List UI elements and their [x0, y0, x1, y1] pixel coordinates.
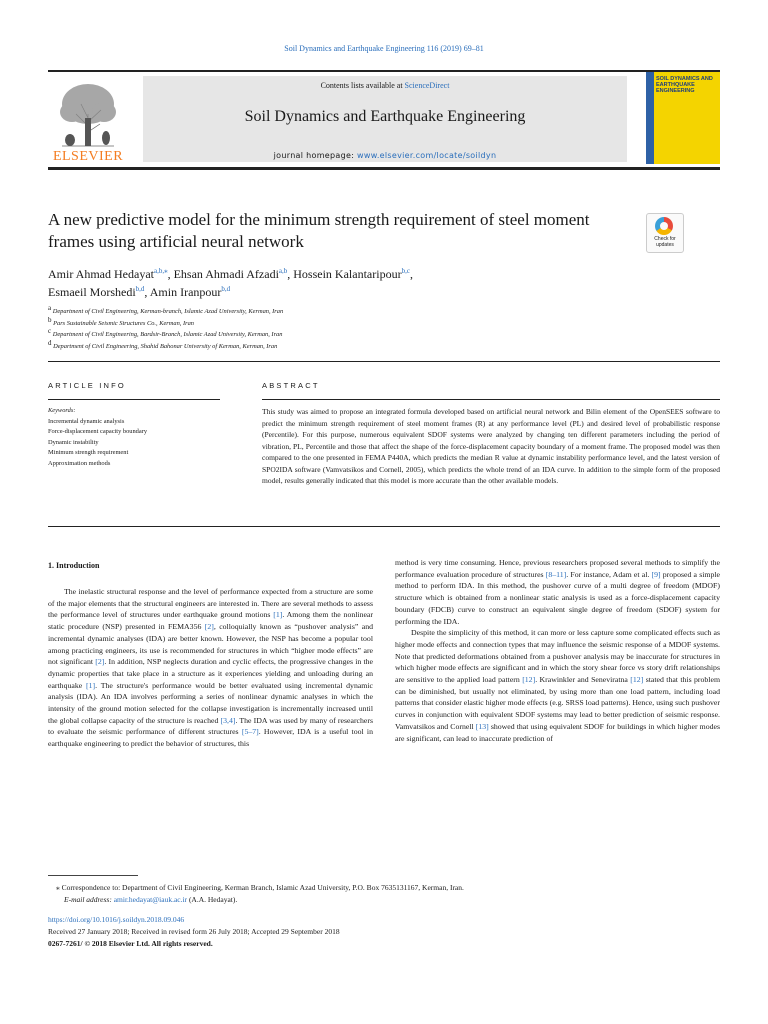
author-affiliation-marker[interactable]: b,d	[135, 285, 145, 293]
received-dates: Received 27 January 2018; Received in revised form 26 July 2018; Accepted 29 September 2018	[48, 926, 340, 936]
keyword-item: Force-displacement capacity boundary	[48, 428, 148, 435]
journal-title: Soil Dynamics and Earthquake Engineering	[244, 108, 526, 125]
elsevier-wordmark: ELSEVIER	[52, 149, 124, 164]
paper-title: A new predictive model for the minimum strength requirement of steel moment frames using artificial neural network	[48, 210, 590, 251]
header-bottom-rule	[48, 167, 720, 170]
crossmark-icon	[655, 217, 673, 235]
keyword-item: Dynamic instability	[48, 438, 99, 446]
contents-line: Contents lists available at ScienceDirect	[320, 81, 450, 90]
author-affiliation-marker[interactable]: b,d	[221, 285, 231, 293]
citation-link[interactable]: [1]	[273, 610, 283, 620]
author-name[interactable]: Amir Ahmad Hedayat	[48, 267, 154, 281]
homepage-link[interactable]: www.elsevier.com/locate/soildyn	[357, 151, 497, 160]
abstract-bottom-rule	[48, 526, 720, 527]
article-info-top-rule	[48, 361, 720, 362]
citation-link[interactable]: [8–11]	[545, 569, 567, 579]
body-column-left	[48, 586, 373, 750]
citation-link[interactable]: [5–7]	[241, 727, 259, 737]
abstract-text: This study was aimed to propose an integrated formula developed based on artificial neural network and Bilin element of the OpenSEES software to predict the minimum strength requirement of steel moment frames (R) at any performance level (PL) and desired level of probabilistic response (Percentile). For this purpose, numerous equivalent SDOF systems were analyzed by changing ten different parameters including the period of vibration, PL, Percentile and those that affect the shape of the force-displacement capacity boundary of a moment frame. The proposed model was then compared to the one presented in FEMA P440A, which predicts the median R value at dynamic instability performance level, and the latest version of SPO2IDA software (Vamvatsikos and Cornell, 2005), which predicts the whole trend of an IDA curve. In addition to the simple form of the proposed model, results generally indicated that this model is more accurate than the other available models.	[262, 407, 720, 485]
citation-link[interactable]: [12]	[630, 675, 644, 685]
author-affiliation-marker[interactable]: a,b,⁎	[153, 267, 168, 275]
footnote	[48, 882, 720, 906]
citation-link[interactable]: [1]	[86, 680, 96, 690]
author-affiliation-marker[interactable]: a,b	[278, 267, 288, 275]
keyword-item: Approximation methods	[48, 459, 111, 467]
citation-link[interactable]: [3,4]	[220, 715, 236, 725]
email-line: E-mail address: amir.hedayat@iauk.ac.ir (A.A. Hedayat).	[64, 894, 238, 904]
author-email-link[interactable]: amir.hedayat@iauk.ac.ir	[113, 894, 188, 904]
affiliation-item: $^d$ Department of Civil Engineering, Shahid Bahonar University of Kerman, Kerman, Iran	[48, 338, 278, 350]
keywords-block	[48, 406, 220, 469]
author-list: Amir Ahmad Hedayat$^{a,b,⁎}$, Ehsan Ahmadi Afzadi$^{a,b}$, Hossein Kalantaripour$^{b,c}$, Esmaeil Morshedi$^{b,d}$, Amin Iranpour$^{b,d}$	[48, 267, 413, 299]
abstract-rule	[262, 399, 720, 400]
doi-link[interactable]: https://doi.org/10.1016/j.soildyn.2018.09.046	[48, 915, 185, 924]
keywords-label: Keywords:	[48, 407, 76, 414]
citation-link[interactable]: [12]	[522, 675, 536, 685]
author-name[interactable]: Amin Iranpour	[149, 285, 222, 299]
cover-title: SOIL DYNAMICS AND EARTHQUAKE ENGINEERING	[656, 76, 713, 94]
section-heading-introduction: 1. Introduction	[48, 561, 100, 570]
header-top-rule	[48, 70, 720, 72]
copyright: 0267-7261/ © 2018 Elsevier Ltd. All rights reserved.	[48, 938, 213, 948]
keyword-item: Incremental dynamic analysis	[48, 417, 125, 425]
check-for-updates-badge[interactable]	[646, 213, 684, 253]
citation-link[interactable]: [9]	[651, 569, 661, 579]
journal-citation[interactable]: Soil Dynamics and Earthquake Engineering 116 (2019) 69–81	[284, 44, 484, 53]
citation-link[interactable]: [2]	[95, 657, 105, 667]
crossmark-label: Check for updates	[654, 236, 676, 248]
body-paragraph: Despite the simplicity of this method, it can more or less capture some complicated effects such as higher mode effects and connection types that may influence the seismic response of a MDOF systems. Note that predicted deformations obtained from a pushover analysis may be inaccurate for structures in which higher mode effects are significant and in which the story shear force vs story drift relationships are sensitive to the applied load pattern [12]. Krawinkler and Seneviratna [12] stated that this problem can be diminished, but usually not eliminated, by using more than one load pattern, including load patterns that consider elastic higher mode effects (e.g. SRSS load patterns). Hence, using such pushover curves in conjunction with equivalent SDOF systems may lead to better prediction of seismic response. Vamvatsikos and Cornell [13] showed that using equivalent SDOF for buildings in which higher modes are significant, can lead to inaccurate prediction of	[395, 628, 721, 743]
affiliation-list	[48, 303, 648, 352]
affiliation-item: $^b$ Pars Sustainable Seismic Structures Co., Kerman, Iran	[48, 315, 194, 327]
journal-homepage: journal homepage: www.elsevier.com/locate/soildyn	[273, 151, 497, 160]
citation-link[interactable]: [2]	[204, 622, 214, 632]
cover-band	[646, 72, 654, 164]
author-affiliation-marker[interactable]: b,c	[401, 267, 410, 275]
author-name[interactable]: Ehsan Ahmadi Afzadi	[173, 267, 279, 281]
affiliation-item: $^a$ Department of Civil Engineering, Kerman-branch, Islamic Azad University, Kerman, Iran	[48, 303, 284, 315]
sciencedirect-link[interactable]: ScienceDirect	[404, 81, 450, 90]
author-name[interactable]: Hossein Kalantaripour	[293, 267, 402, 281]
correspondence-note: ⁎ Correspondence to: Department of Civil Engineering, Kerman Branch, Islamic Azad University, P.O. Box 7635131167, Kerman, Iran.	[56, 883, 464, 892]
citation-link[interactable]: [13]	[475, 721, 489, 731]
article-info-rule	[48, 399, 220, 400]
author-name[interactable]: Esmaeil Morshedi	[48, 285, 136, 299]
affiliation-item: $^c$ Department of Civil Engineering, Bardsir-Branch, Islamic Azad University, Kerman, Iran	[48, 326, 283, 338]
article-meta	[48, 914, 720, 949]
article-info-heading: ARTICLE INFO	[48, 381, 126, 390]
body-paragraph: The inelastic structural response and the level of performance expected from a structure are some of the major elements that the structural engineers are interested in. There are several methods to assess the performance level of structures under earthquake ground motions [1]. Among them the nonlinear static procedure (NSP) presented in FEMA356 [2], colloquially known as “pushover analysis” and incremental dynamic analyses (IDA) are better known. However, the NSP has become a popular tool among practicing engineers, its use is recommended for structures in which “higher mode effects” are not significant [2]. In addition, NSP neglects duration and cyclic effects, the progressive changes in the dynamic properties that take place in a structure as it experiences yielding and unloading during an earthquake [1]. The structure's performance would be better evaluated using incremental dynamic analysis (IDA). An IDA involves performing a series of nonlinear dynamic analyses in which the intensity of the ground motion selected for the collapse investigation is incrementally increased until the global collapse capacity of the structure is reached [3,4]. The IDA was used by many of researchers to evaluate the seismic performance of different structures [5–7]. However, IDA is a useful tool in earthquake engineering to predict the behavior of structures, this	[48, 587, 374, 749]
body-column-right	[395, 557, 720, 744]
journal-cover-thumbnail[interactable]	[646, 72, 720, 164]
abstract-heading: ABSTRACT	[262, 381, 320, 390]
body-paragraph: method is very time consuming. Hence, previous researchers proposed several methods to simplify the performance evaluation procedure of structures [8–11]. For instance, Adam et al. [9] proposed a simple method to perform IDA. In this method, the pushover curve of a multi degree of freedom (MDOF) structure which is obtained from a nonlinear static analysis is used as a force-displacement capacity boundary (FDCB) curve to construct an equivalent single degree of freedom (SDOF) system for performing the IDA.	[395, 558, 720, 626]
footnote-rule	[48, 875, 138, 876]
keywords-list	[48, 417, 220, 470]
keyword-item: Minimum strength requirement	[48, 449, 129, 456]
